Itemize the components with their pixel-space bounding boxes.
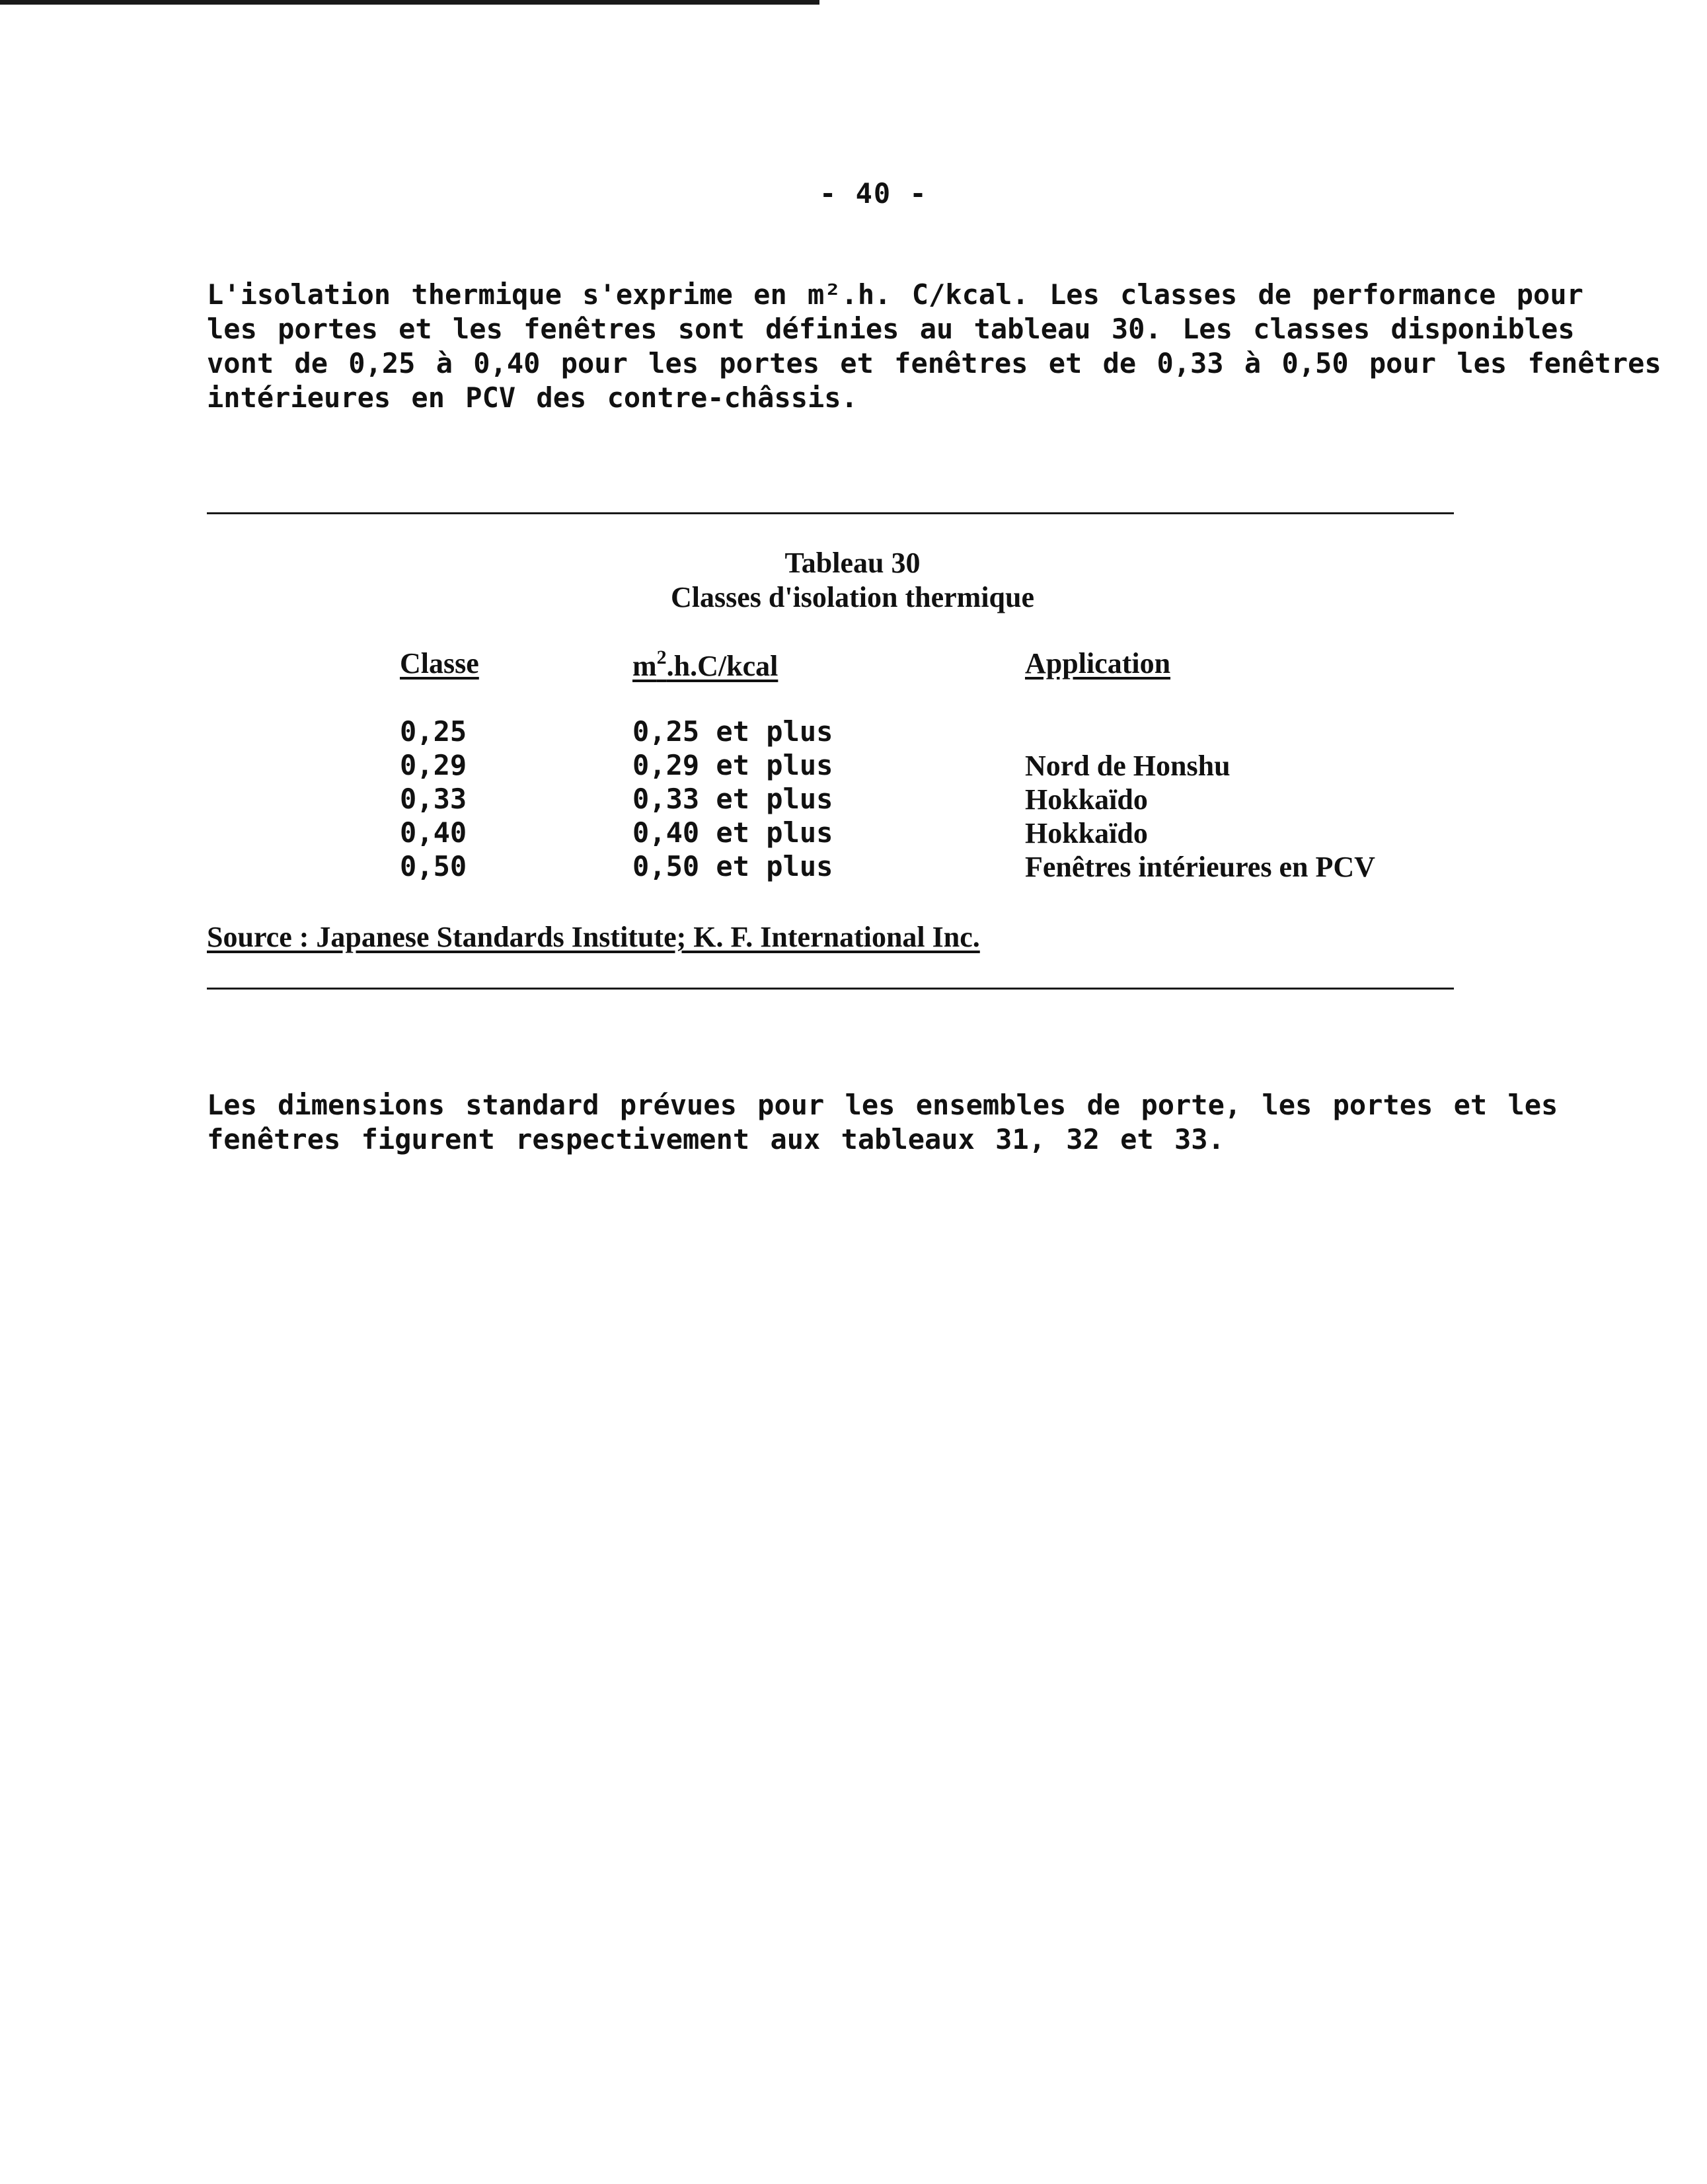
cell-classe: 0,25 [400,715,467,748]
intro-line: les portes et les fenêtres sont définies au tableau 30. Les classes disponibles [207,313,1575,345]
closing-line: Les dimensions standard prévues pour les ensembles de porte, les portes et les [207,1089,1558,1121]
table-source: Source : Japanese Standards Institute; K. F. International Inc. [207,921,980,953]
intro-line: vont de 0,25 à 0,40 pour les portes et fenêtres et de 0,33 à 0,50 pour les fenêtres [207,347,1661,379]
closing-paragraph [207,1088,1558,1157]
cell-classe: 0,40 [400,816,467,849]
intro-line: L'isolation thermique s'exprime en m².h. C/kcal. Les classes de performance pour [207,278,1583,311]
cell-value: 0,29 et plus [632,749,833,781]
cell-classe: 0,50 [400,850,467,882]
intro-paragraph [207,278,1661,415]
cell-application: Hokkaïdo [1025,783,1148,816]
cell-classe: 0,33 [400,783,467,815]
table-bottom-rule [207,988,1454,990]
column-header-application: Application [1025,647,1171,680]
column-header-unit: $m^2.h.C$/kcal [632,646,778,682]
cell-classe: 0,29 [400,749,467,781]
intro-line: intérieures en PCV des contre-châssis. [207,381,858,414]
page-number: - 40 - [819,177,928,210]
column-header-classe: Classe [400,647,479,680]
cell-application: Hokkaïdo [1025,817,1148,849]
top-scan-rule [0,0,819,5]
closing-line: fenêtres figurent respectivement aux tableaux 31, 32 et 33. [207,1123,1225,1155]
cell-application: Nord de Honshu [1025,750,1231,782]
cell-value: 0,40 et plus [632,816,833,849]
cell-value: 0,33 et plus [632,783,833,815]
cell-application: Fenêtres intérieures en PCV [1025,851,1375,883]
cell-value: 0,50 et plus [632,850,833,882]
table-top-rule [207,512,1454,514]
cell-value: 0,25 et plus [632,715,833,748]
